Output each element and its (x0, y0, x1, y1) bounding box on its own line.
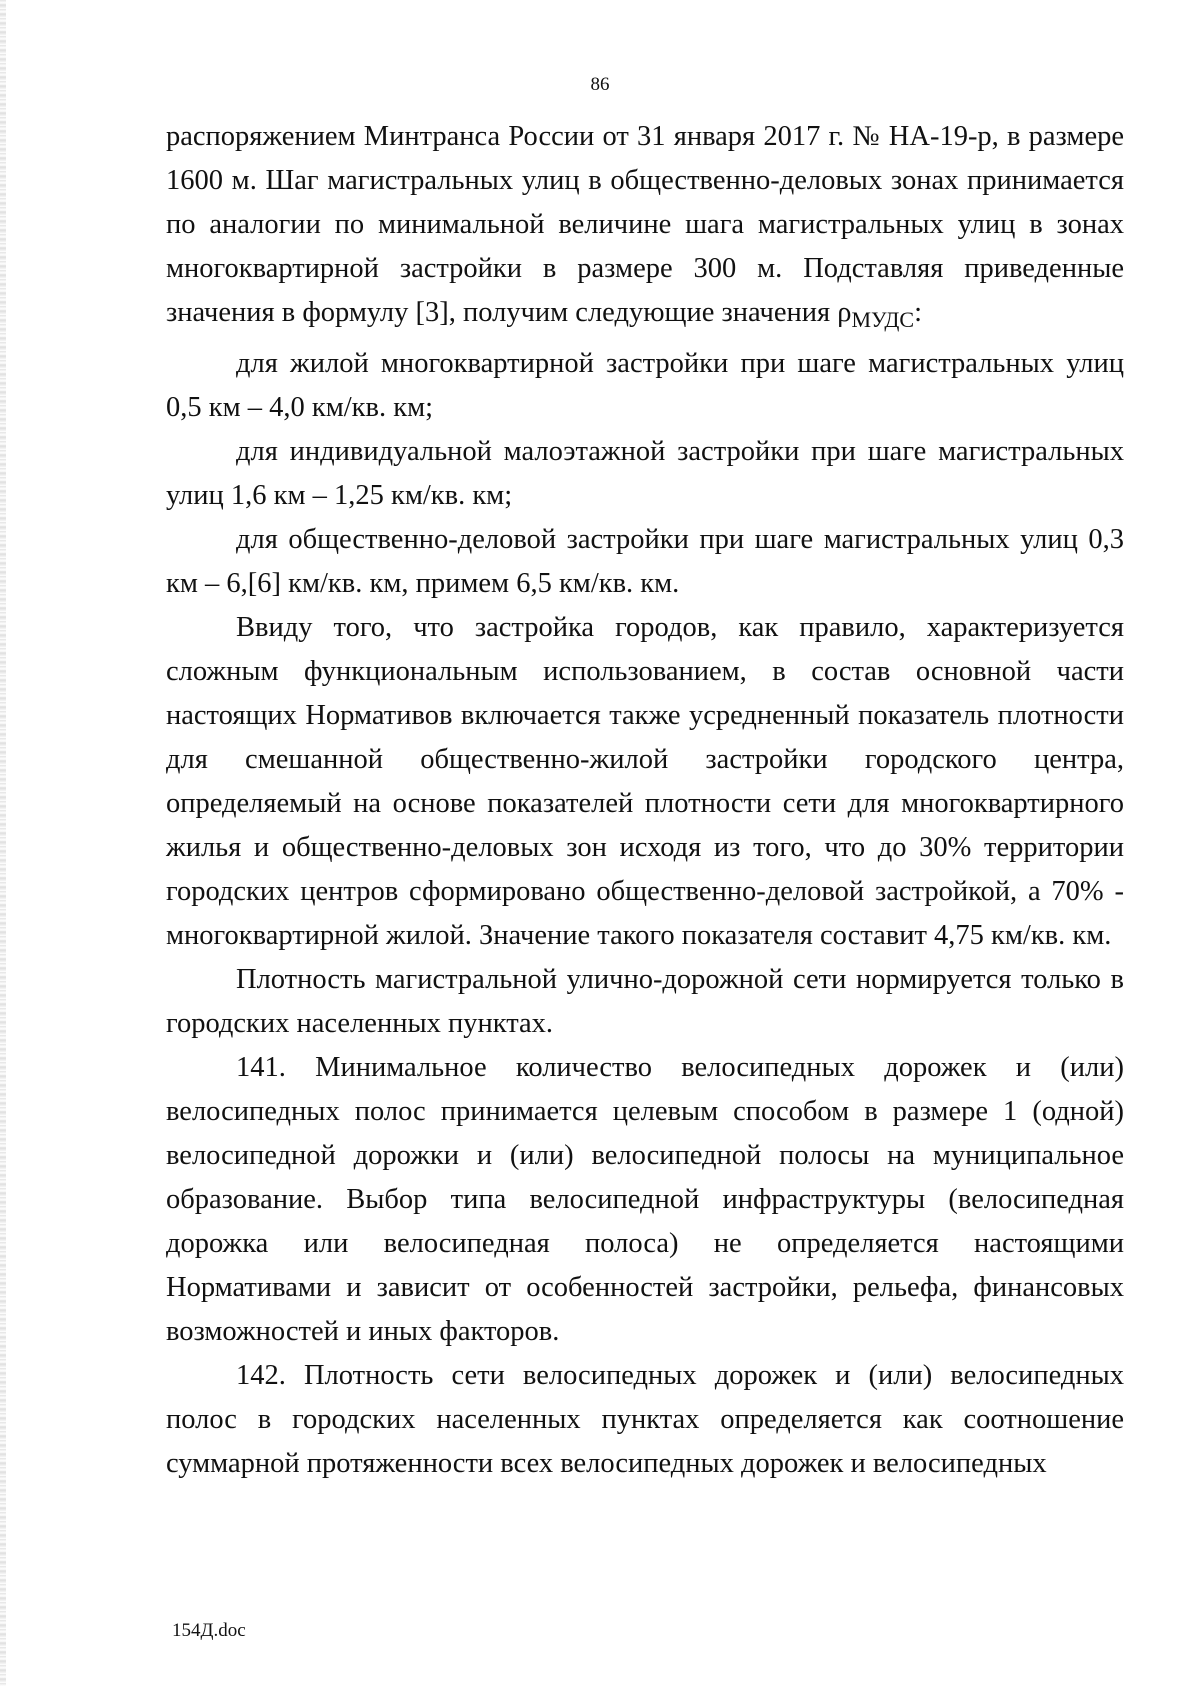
paragraph-5: Ввиду того, что застройка городов, как правило, характеризуется сложным функциональным использованием, в состав основной части настоящих Нормативов включается также усредненный показатель плотности для смешанной общественно-жилой застройки городского центра, определяемый на основе показателей плотности сети для многоквартирного жилья и общественно-деловых зон исходя из того, что до 30% территории городских центров сформировано общественно-деловой застройкой, а 70% - многоквартирной жилой. Значение такого показателя составит 4,75 км/кв. км. (166, 612, 1124, 951)
rho-mudс-symbol (837, 297, 915, 332)
rho-symbol: ρ (837, 297, 852, 328)
document-body (166, 115, 1124, 1486)
rho-subscript: МУДС (851, 307, 915, 332)
paragraph-8: 142. Плотность сети велосипедных дорожек и (или) велосипедных полос в городских населенных пунктах определяется как соотношение суммарной протяженности всех велосипедных дорожек и велосипедных (166, 1360, 1124, 1479)
paragraph-4: для общественно-деловой застройки при шаге магистральных улиц 0,3 км – 6,[6] км/кв. км, примем 6,5 км/кв. км. (166, 524, 1124, 599)
paragraph-1-end: : (914, 297, 922, 328)
page-number: 86 (590, 74, 610, 95)
footer-filename: 154Д.doc (172, 1620, 246, 1641)
scan-edge (0, 0, 6, 1686)
paragraph-6: Плотность магистральной улично-дорожной сети нормируется только в городских населенных пунктах. (166, 964, 1124, 1039)
paragraph-3: для индивидуальной малоэтажной застройки при шаге магистральных улиц 1,6 км – 1,25 км/кв. км; (166, 436, 1124, 511)
paragraph-1-text: распоряжением Минтранса России от 31 января 2017 г. № НА-19-р, в размере 1600 м. Шаг магистральных улиц в общественно-деловых зонах принимается по аналогии по минимальной величине шага магистральных улиц в зонах многоквартирной застройки в размере 300 м. Подставляя приведенные значения в формулу [3], получим следующие значения (166, 121, 1124, 328)
paragraph-7: 141. Минимальное количество велосипедных дорожек и (или) велосипедных полос принимается целевым способом в размере 1 (одной) велосипедной дорожки и (или) велосипедной полосы на муниципальное образование. Выбор типа велосипедной инфраструктуры (велосипедная дорожка или велосипедная полоса) не определяется настоящими Нормативами и зависит от особенностей застройки, рельефа, финансовых возможностей и иных факторов. (166, 1052, 1124, 1347)
paragraph-2: для жилой многоквартирной застройки при шаге магистральных улиц 0,5 км – 4,0 км/кв. км; (166, 348, 1124, 423)
paragraph-1 (166, 115, 1124, 342)
